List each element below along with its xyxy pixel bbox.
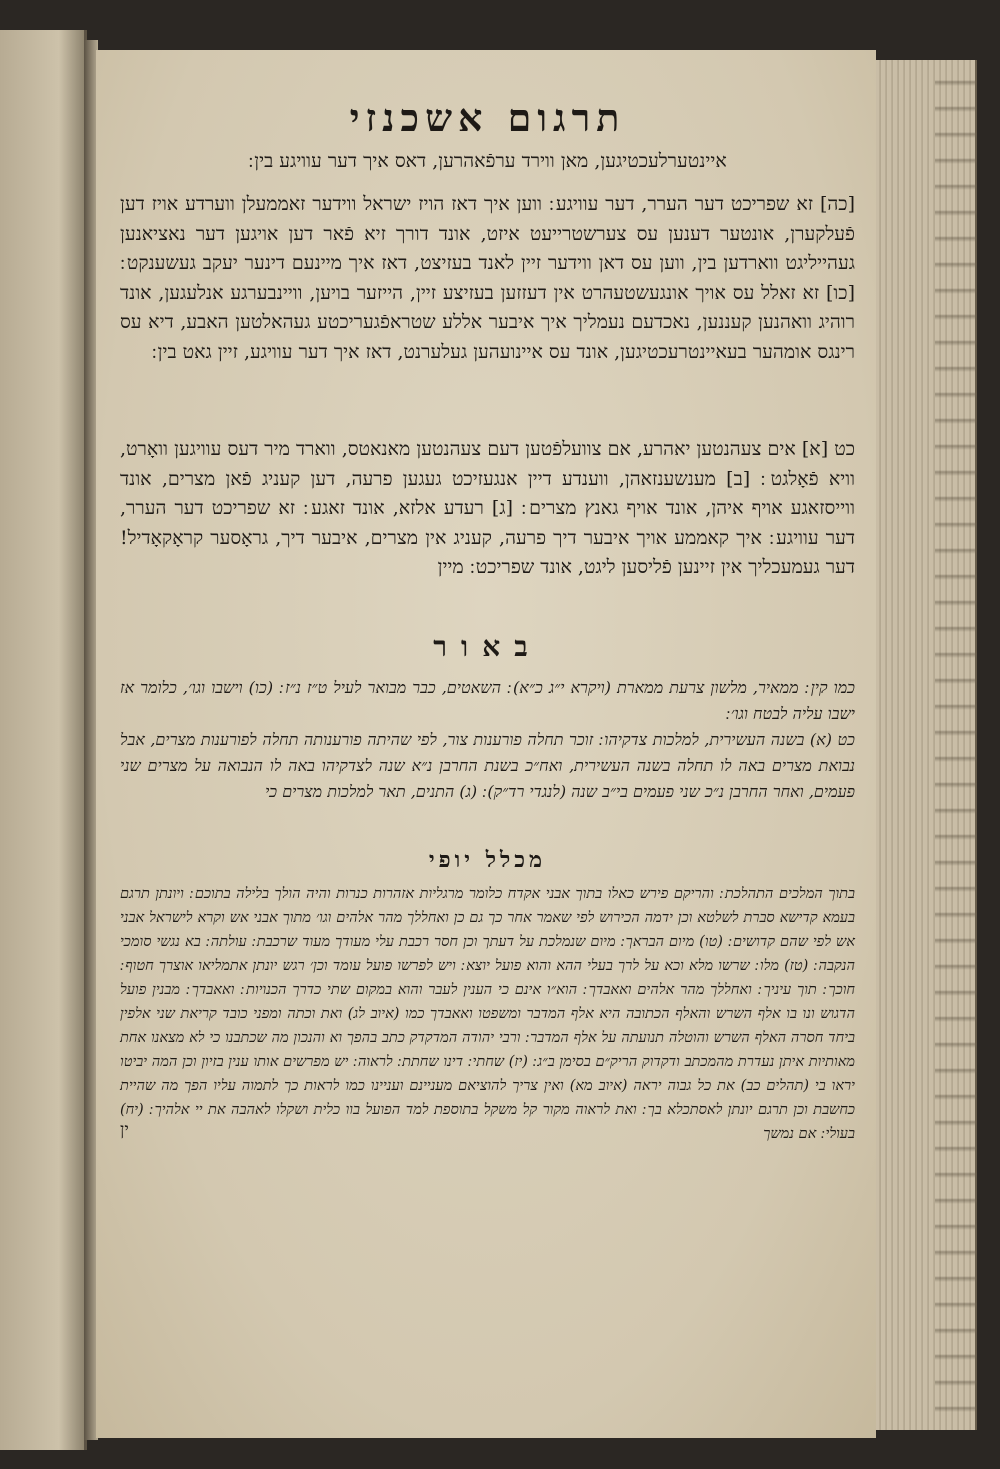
targum-paragraph-2: כט [א] אים צעהנטען יאהרע, אם צוועלפֿטען דעם צעהנטען מאנאטס, ווארד מיר דעס עוויגען וואָרט, וויא פֿאָלגט ׃ [ב] מענשענזאהן, ווענדע דיין אנגעזיכט געגען פרעה, דען קעניג פֿאן מצרים, אונד ווייסזאגע אויף איהן, אונד אויף גאנץ מצרים ׃ [ג] רעדע אלזא, אונד זאגע ׃ זא שפריכט דער הערר, דער עוויגע ׃ איך קאממע אויך איבער דיך פרעה, קעניג אין מצרים, איבער דיך, גראָסער קראָקאָדיל! דער געמעכליך אין זיינען פֿליסען ליגט, אונד שפריכט ׃ מיין bbox=[120, 438, 855, 578]
page-stack-shading bbox=[935, 60, 975, 1430]
page-text-area bbox=[120, 95, 855, 1405]
michlal-yofi-commentary: בתוך המלכים התהלכת ׃ והריקם פירש כאלו בתוך אבני אקדח כלומר מרגליות אזהרות כנרות והיה הולך בלילה בתוכם ׃ ויונתן תרגם בעמא קדישא סברת לשלטא וכן ידמה הכירוש לפי שאמר אחר כך גם כן ואחללך מהר אלהים וגו׳ מתוך אבני אש וקרא לישראל אבני אש לפי שהם קדושים ׃ (טו) מיום הבראך ׃ מיום שנמלכת על דעתך וכן חסר רכבת עלי מעודך מעוד שרכבת ׃ עולתה ׃ בא נגשי סומכי הנקבה ׃ (טז) מלו ׃ שרשו מלא וכא על לרך בעלי ההא והוא פועל יוצא ׃ ויש לפרשו פועל עומד וכן׳ רגש יונתן אתמליאו אוצרך חטוף ׃ חוכך ׃ תוך עיניך ׃ ואחללך מהר אלהים ואאבדך ׃ הוא״ו אינם כי הענין לעבר והוא במקום שתי כדרך הכנויות ׃ ואאבדך ׃ מבנין פועל הדגוש ונו בו אלף השרש והאלף הכתובה היא אלף המדבר ומשפטו ואאבדך כמו (איוב לג) ואת וכתה ומפני כובד קריאת שני אלפין ביחד חסרה האלף השרש והוטלה תנועתה על אלף המדבר ׃ ורבי יהודה המדקדק כתב בהפך וא והנכון מה שכתבנו כי לא מצאנו אחת מאותיות איתן נעדרת מהמכתב ודקדוק הריק״ם בסימן ב״ג ׃ (יז) שחתי ׃ דינו שחתת ׃ לראוה ׃ יש מפרשים אותו ענין בזיון וכן המה יביטו יראו בי (תהלים כב) את כל גבוה יראה (איוב מא) ואין צריך להוציאם מעניינם ועניינו כמו לראות כך לתמוה עליו הפך מה שהיית כחשבת וכן תרגם יונתן לאסתכלא בך ׃ ואת לראוה מקור קל משקל בתוספת למד הפועל בוו כלית ושקלו לאהבה את יי אלהיך ׃ (יח) בעולי ׃ אם נמשך bbox=[120, 886, 856, 1142]
page-subtitle: איינטערלעכטיגען, מאן ווירד ערפֿאהרען, דאס איך דער עוויגע בין ׃ bbox=[248, 150, 727, 172]
section-heading-michlal-yofi: מכלל יופי bbox=[428, 847, 547, 873]
biur-paragraph-2: כט (א) בשנה העשירית, למלכות צדקיהו ׃ זוכר תחלה פורענות צור, לפי שהיתה פורענותה תחלה לפורענות מצרים, אבל נבואת מצרים באה לו תחלה בשנה העשירית, ואח״כ בשנת החרבן נ״א שנה לצדקיהו באה לו הנבואה על מצרים שני פעמים, ואחר החרבן נ״כ שני פעמים בי״ב שנה (לנגדי רד״ק) ׃ (ג) התנים, תאר למלכות מצרים כי bbox=[120, 730, 855, 801]
section-heading-biur: באור bbox=[433, 630, 542, 663]
biur-paragraph-1: כמו קין ׃ ממאיר, מלשון צרעת ממארת (ויקרא י״ג כ״א) ׃ השאטים, כבר מבואר לעיל ט״ז נ״ז ׃ (כו) וישבו וגו׳, כלומר אז ישבו עליה לבטח וגו׳ ׃ bbox=[120, 678, 856, 723]
catchword: ין bbox=[120, 1120, 129, 1140]
page-title: תרגום אשכנזי bbox=[349, 95, 626, 140]
targum-paragraph-1: [כה] זא שפריכט דער הערר, דער עוויגע ׃ ווען איך דאז הויז ישראל ווידער זאממעלן ווערדע אויז דען פֿעלקערן, אונטער דענען עס צערשטרייעט איזט, אונד דורך זיא פֿאר דען אויגען דער נאציאנען געהייליגט ווארדען בין, ווען עס דאן ווידער זיין לאנד בעזיצט, דאז איך מיינעם דינער יעקב געשענקט ׃ [כו] זא זאלל עס אויך אונגעשטעהרט אין דעזזען בעזיצע זיין, הייזער בויען, וויינבערגע אנלעגען, אונד רוהיג וואהנען קעננען, נאכדעם נעמליך איך איבער אללע שטראפֿגעריכטע געהאלטען האבע, דיא עס רינגס אומהער בעאיינטרעכטיגען, אונד עס איינועהען געלערנט, דאז איך דער עוויגע, זיין גאט בין ׃ bbox=[120, 193, 855, 363]
facing-page-edge bbox=[0, 30, 87, 1450]
